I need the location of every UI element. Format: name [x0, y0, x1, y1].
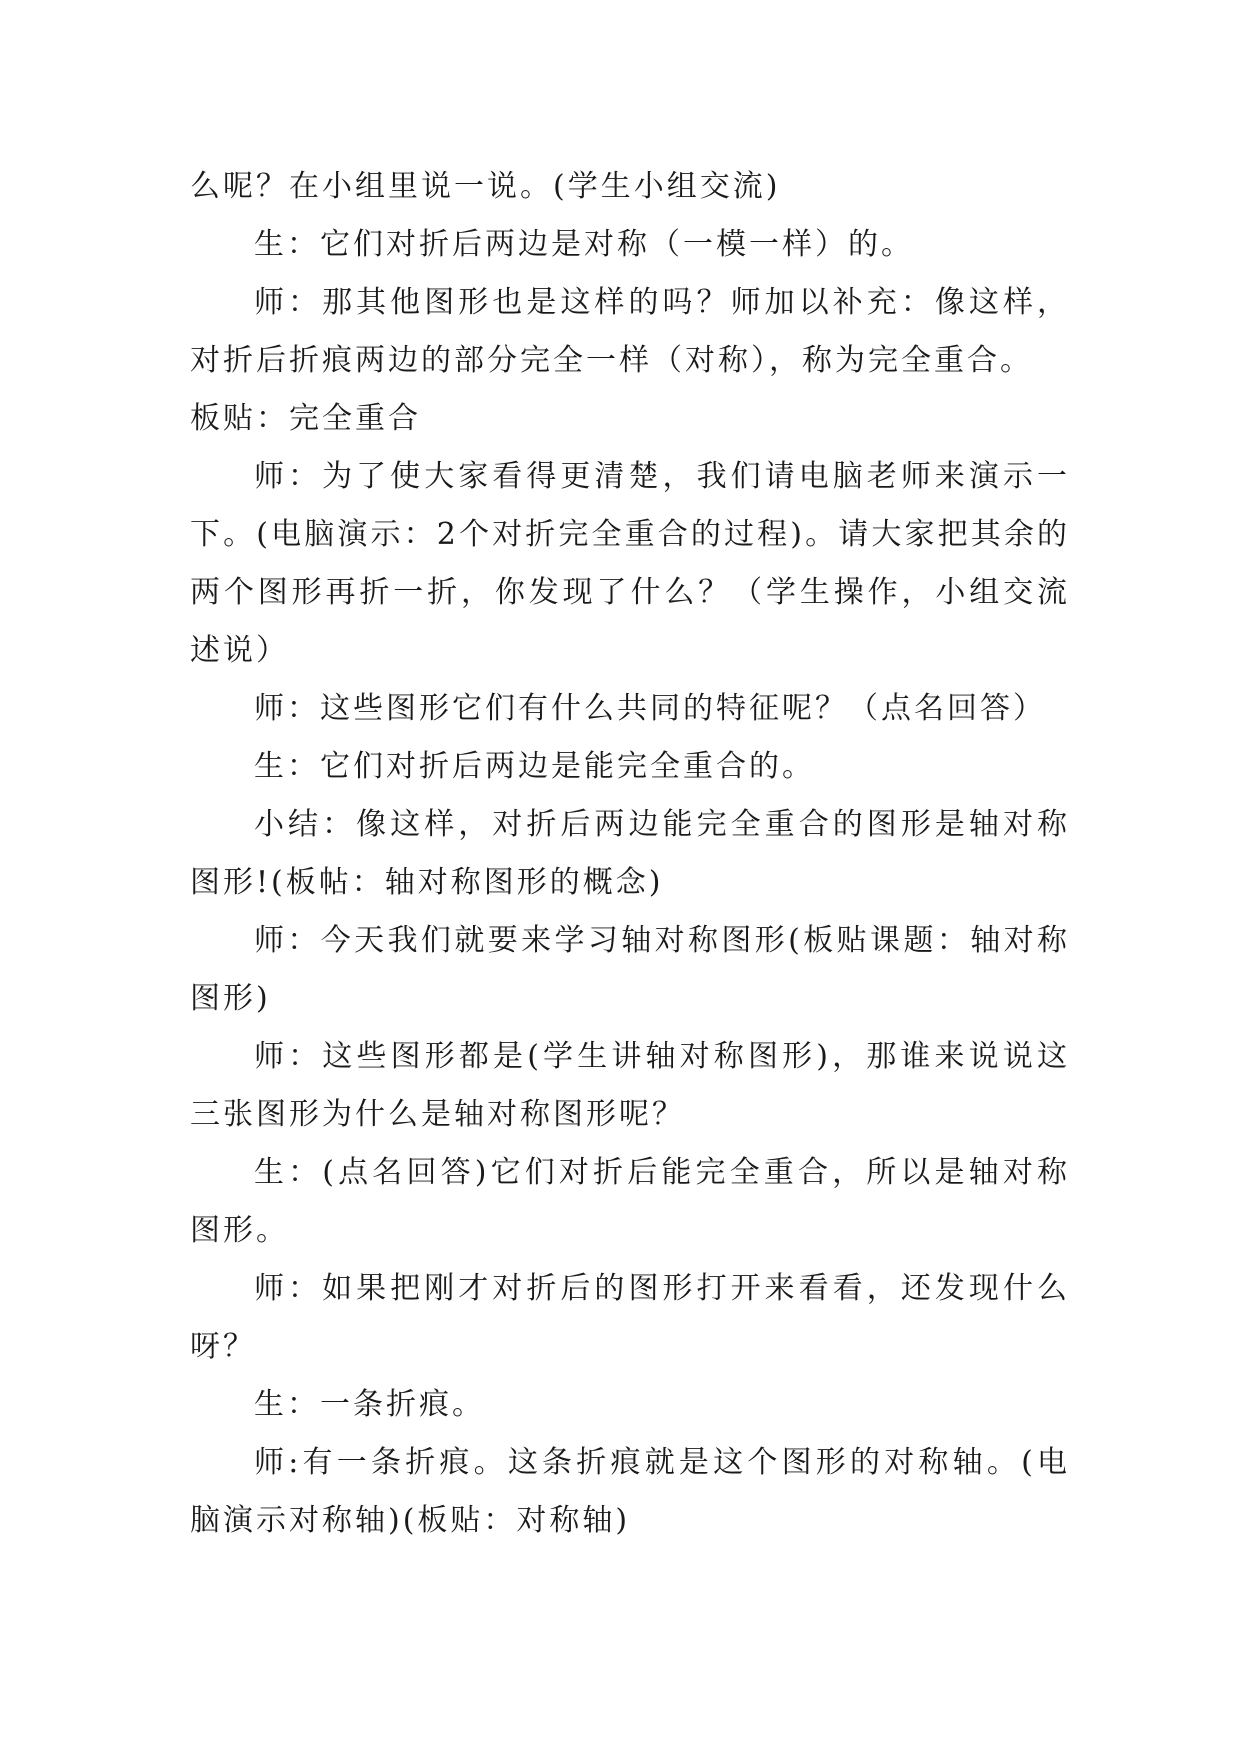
paragraph-2: 生：它们对折后两边是对称（一模一样）的。 [254, 227, 914, 262]
paragraph-7: 生：它们对折后两边是能完全重合的。 [254, 749, 815, 784]
paragraph-11: 生：(点名回答)它们对折后能完全重合，所以是轴对称图形。 [190, 1155, 1070, 1248]
paragraph-1: 么呢？在小组里说一说。(学生小组交流) [190, 169, 781, 204]
paragraph-8: 小结：像这样，对折后两边能完全重合的图形是轴对称图形!(板帖：轴对称图形的概念) [190, 807, 1070, 900]
paragraph-9: 师：今天我们就要来学习轴对称图形(板贴课题：轴对称图形) [190, 923, 1070, 1016]
paragraph-14: 师:有一条折痕。这条折痕就是这个图形的对称轴。(电脑演示对称轴)(板贴：对称轴) [190, 1445, 1070, 1538]
document-body [190, 158, 1070, 1550]
paragraph-4: 板贴：完全重合 [190, 401, 421, 436]
paragraph-6: 师：这些图形它们有什么共同的特征呢？（点名回答） [254, 691, 1046, 726]
paragraph-12: 师：如果把刚才对折后的图形打开来看看，还发现什么呀？ [190, 1271, 1070, 1364]
paragraph-10: 师：这些图形都是(学生讲轴对称图形)，那谁来说说这三张图形为什么是轴对称图形呢？ [190, 1039, 1070, 1132]
paragraph-13: 生：一条折痕。 [254, 1387, 485, 1422]
paragraph-3: 师：那其他图形也是这样的吗？师加以补充：像这样，对折后折痕两边的部分完全一样（对称），称为完全重合。 [190, 285, 1070, 378]
paragraph-5: 师：为了使大家看得更清楚，我们请电脑老师来演示一下。(电脑演示：2个对折完全重合的过程)。请大家把其余的两个图形再折一折，你发现了什么？（学生操作，小组交流述说） [190, 459, 1070, 668]
